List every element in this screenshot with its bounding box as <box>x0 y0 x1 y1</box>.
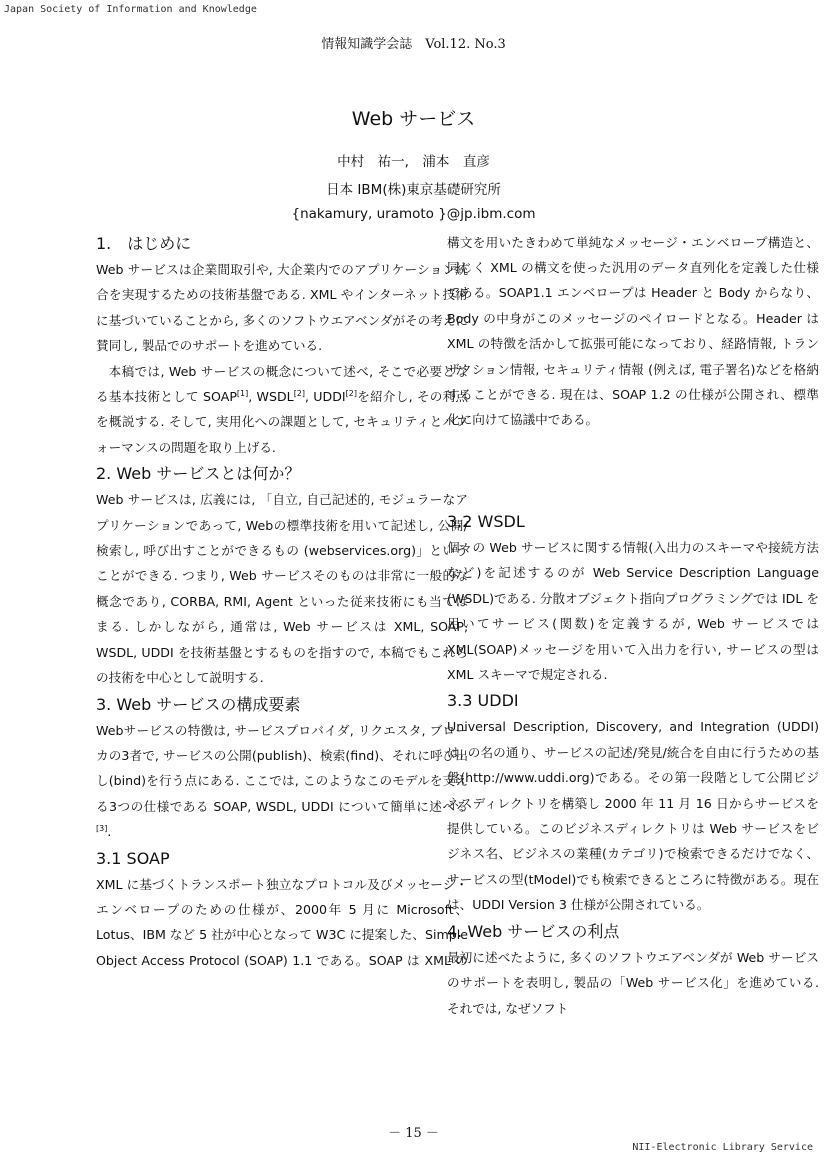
intro-text-d: を紹介し, その利点を概説する. そして, 実用化への課題として, セキュリティとパフォーマンスの問題を取り上げる. <box>96 389 468 455</box>
page-number: － 15 － <box>388 1126 439 1141</box>
section-heading-uddi: 3.3 UDDI <box>447 691 519 711</box>
ref-wsdl: [2] <box>293 388 306 398</box>
uddi-paragraph: Universal Description, Discovery, and Integration (UDDI)は, の名の通り、サービスの記述/発見/統合を自由に行うための基盤(http://www.uddi.org)である。その第一段階として公開ビジネスディレクトリを構築し 2000 年 11 月 16 日からサービスを提供している。このビジネスディレクトリは Web サービスをビジネス名、ビジネスの業種(カテゴリ)で検索できるだけでなく、サービスの型(tModel)でも検索できるところに特徴がある。現在は、UDDI Version 3 仕様が公開されている。 <box>447 719 819 913</box>
components-paragraph <box>96 718 468 845</box>
intro-paragraph-2 <box>96 359 468 461</box>
section-heading-benefits: 4. Web サービスの利点 <box>447 921 620 941</box>
section-heading-intro: 1. はじめに <box>96 234 192 253</box>
paper-title: Web サービス <box>351 108 476 130</box>
intro-text-b: , WSDL <box>248 389 294 405</box>
benefits-paragraph: 最初に述べたように, 多くのソフトウエアベンダが Web サービスのサポートを表明し, 製品の「Web サービス化」を進めている. それでは, なぜソフト <box>447 949 819 1016</box>
intro-text-c: , UDDI <box>305 389 346 405</box>
section-heading-what: 2. Web サービスとは何か？ <box>96 464 301 484</box>
intro-paragraph-1: Web サービスは企業間取引や, 大企業内でのアプリケーション統合を実現するための技術基盤である. XML やインターネット技術に基づいていることから, 多くのソフトウエアベンダがその考えに賛同し, 製品でのサポートを進めている. <box>96 262 468 354</box>
section-heading-components: 3. Web サービスの構成要素 <box>96 694 301 714</box>
author-email: {nakamury, uramoto }@jp.ibm.com <box>291 206 536 222</box>
right-column <box>447 230 819 1021</box>
library-footer: NII-Electronic Library Service <box>632 1142 813 1153</box>
section-heading-soap: 3.1 SOAP <box>96 848 170 868</box>
wsdl-paragraph: 個々の Web サービスに関する情報(入出力のスキーマや接続方法など)を記述するのが Web Service Description Language (WSDL)である. 分散オブジェクト指向プログラミングでは IDL を用いてサービス(関数)を定義するが, Web サービスでは XML(SOAP)メッセージを用いて入出力を行い, サービスの型は XML スキーマで規定される. <box>447 540 819 683</box>
components-text-b: . <box>107 824 112 840</box>
what-paragraph: Web サービスは, 広義には, 「自立, 自己記述的, モジュラーなアプリケーションであって, Webの標準技術を用いて記述し, 公開/検索し, 呼び出すことができるもの (webservices.org)」ということができる. つまり, Web サービスそのものは非常に一般的な概念であり, CORBA, RMI, Agent といった従来技術にも当てはまる. しかしながら, 通常は, Web サービスは XML, SOAP, WSDL, UDDI を技術基盤とするものを指すので, 本稿でもこれらの技術を中心として説明する. <box>96 492 468 686</box>
soap-text-overflow: 構文を用いたきわめて単純なメッセージ・エンベロープ構造と、同じく XML の構文を使った汎用のデータ直列化を定義した仕様である。SOAP1.1 エンベロープは Header と Body からなり、Body の中身がこのメッセージのペイロードとなる。Header は XML の特徴を活かして拡張可能になっており、経路情報, トランザクション情報, セキュリティ情報 (例えば, 電子署名)などを格納することができる. 現在は、SOAP 1.2 の仕様が公開され、標準化に向けて協議中である。 <box>447 234 819 428</box>
society-header: Japan Society of Information and Knowledge <box>4 4 257 15</box>
ref-uddi: [2] <box>345 388 357 398</box>
intro-text-a: 本稿では, Web サービスの概念について述べ, そこで必要となる基本技術として SOAP <box>96 363 468 405</box>
affiliation: 日本 IBM(株)東京基礎研究所 <box>326 182 501 198</box>
ref-soap: [1] <box>236 388 249 398</box>
left-column <box>96 230 468 974</box>
section-heading-wsdl: 3.2 WSDL <box>447 512 525 531</box>
soap-paragraph-continued <box>447 230 819 508</box>
components-text-a: Webサービスの特徴は, サービスプロバイダ, リクエスタ, ブローカの3者で, サービスの公開(publish)、検索(find)、それに呼び出し(bind)を行う点にある. ここでは, このようなこのモデルを支える3つの仕様である SOAP, WSDL, UDDI について簡単に述べる <box>96 722 468 814</box>
authors: 中村 祐一, 浦本 直彦 <box>337 154 490 170</box>
soap-paragraph: XML に基づくトランスポート独立なプロトコル及びメッセージ・エンベロープのための仕様が、2000年 5 月に Microsoft、Lotus、IBM など 5 社が中心となって W3C に提案した、Simple Object Access Protocol (SOAP) 1.1 である。SOAP は XML の <box>96 876 468 968</box>
journal-header: 情報知識学会誌 Vol.12. No.3 <box>321 37 506 52</box>
ref-components: [3] <box>96 823 108 833</box>
